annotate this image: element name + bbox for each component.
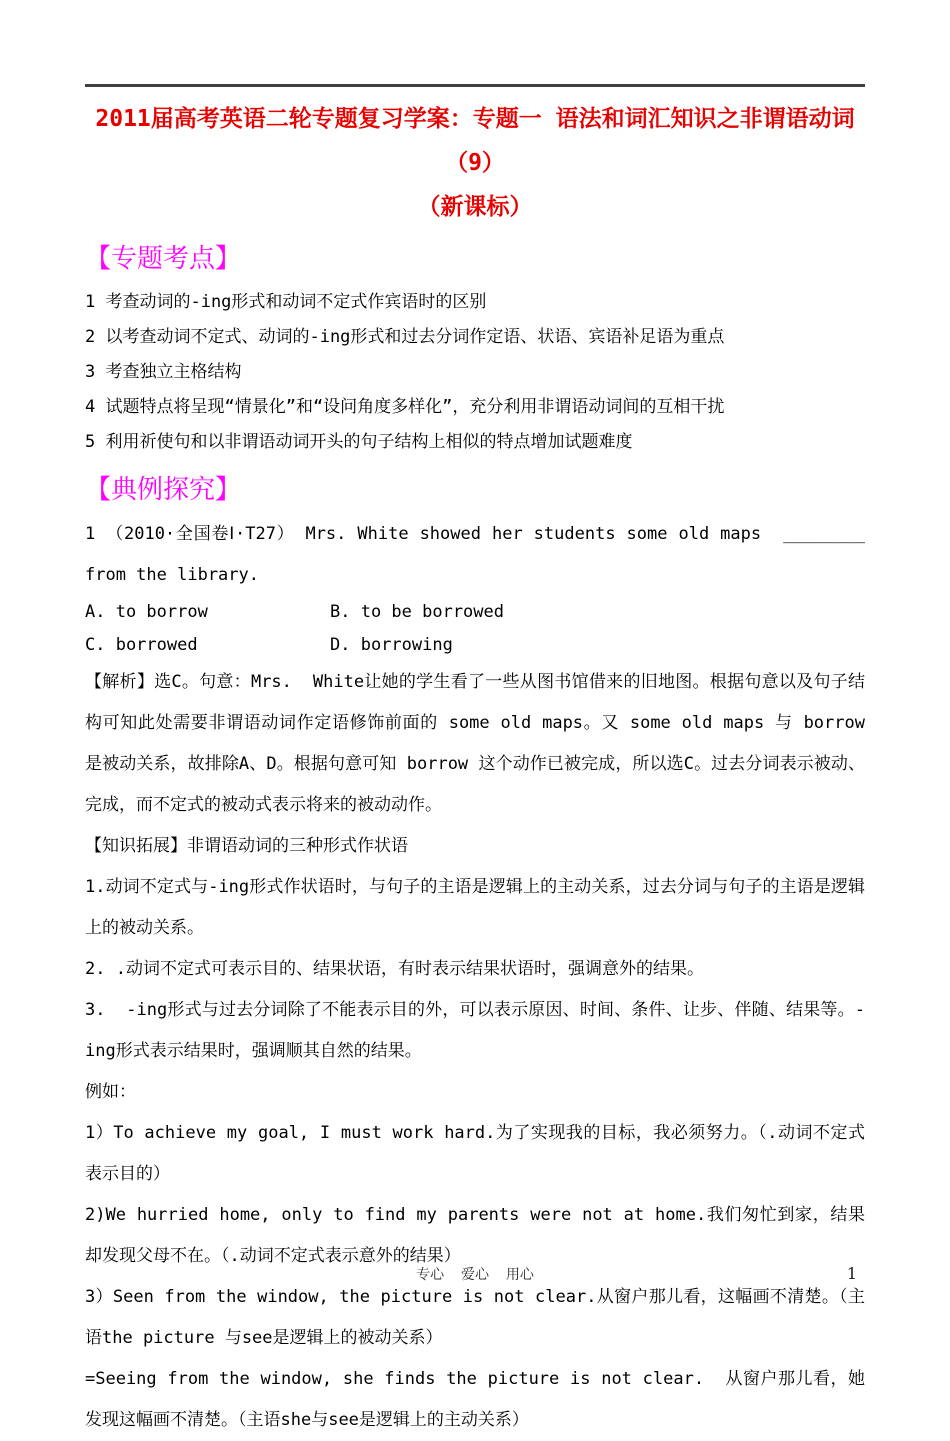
option-d: D. borrowing bbox=[330, 635, 453, 655]
knowledge-point-2: 2. .动词不定式可表示目的、结果状语，有时表示结果状语时，强调意外的结果。 bbox=[85, 959, 704, 979]
option-a: A. to borrow bbox=[85, 602, 208, 622]
knowledge-point-3: 3. -ing形式与过去分词除了不能表示目的外，可以表示原因、时间、条件、让步、伴随、结果等。-ing形式表示结果时，强调顺其自然的结果。 bbox=[85, 1000, 865, 1061]
examples-label: 例如： bbox=[85, 1082, 136, 1102]
section-header-examples: 【典例探究】 bbox=[85, 475, 242, 505]
knowledge-point-1: 1.动词不定式与-ing形式作状语时，与句子的主语是逻辑上的主动关系，过去分词与句子的主语是逻辑上的被动关系。 bbox=[85, 877, 865, 938]
exam-points-list bbox=[85, 285, 865, 460]
knowledge-example-2: 2)We hurried home, only to find my parents were not at home.我们匆忙到家，结果却发现父母不在。（.动词不定式表示意外的结果） bbox=[85, 1205, 865, 1266]
section-header-exam-points: 【专题考点】 bbox=[85, 244, 242, 274]
exam-point-1: 1 考查动词的-ing形式和动词不定式作宾语时的区别 bbox=[85, 292, 487, 312]
page-number: 1 bbox=[846, 1264, 857, 1283]
page-footer bbox=[85, 1264, 865, 1286]
footer-motto: 专心 爱心 用心 bbox=[416, 1267, 534, 1283]
exam-point-3: 3 考查独立主格结构 bbox=[85, 362, 242, 382]
knowledge-example-3: 3）Seen from the window, the picture is not clear.从窗户那儿看，这幅画不清楚。（主语the picture 与see是逻辑上的被动关系） bbox=[85, 1287, 865, 1348]
exam-point-2: 2 以考查动词不定式、动词的-ing形式和过去分词作定语、状语、宾语补足语为重点 bbox=[85, 327, 725, 347]
option-b: B. to be borrowed bbox=[330, 602, 504, 622]
knowledge-example-1: 1）To achieve my goal, I must work hard.为了实现我的目标，我必须努力。（.动词不定式表示目的） bbox=[85, 1123, 865, 1184]
title-line-1: 2011届高考英语二轮专题复习学案：专题一 语法和词汇知识之非谓语动词（9） bbox=[95, 106, 855, 176]
title-line-2: （新课标） bbox=[417, 194, 533, 220]
exam-point-4: 4 试题特点将呈现“情景化”和“设问角度多样化”，充分利用非谓语动词间的互相干扰 bbox=[85, 397, 725, 417]
document-title bbox=[85, 97, 865, 229]
question-analysis: 【解析】选C。句意：Mrs. White让她的学生看了一些从图书馆借来的旧地图。根据句意以及句子结构可知此处需要非谓语动词作定语修饰前面的 some old maps。又 some old maps 与 borrow 是被动关系，故排除A、D。根据句意可知 borrow 这个动作已被完成，所以选C。过去分词表示被动、完成，而不定式的被动式表示将来的被动动作。 bbox=[85, 672, 876, 815]
knowledge-example-4: =Seeing from the window, she finds the picture is not clear. 从窗户那儿看，她发现这幅画不清楚。（主语she与see是逻辑上的主动关系） bbox=[85, 1369, 865, 1430]
knowledge-expansion-header: 【知识拓展】非谓语动词的三种形式作状语 bbox=[85, 836, 408, 856]
option-c: C. borrowed bbox=[85, 635, 198, 655]
question-stem: 1 （2010·全国卷Ⅰ·T27） Mrs. White showed her students some old maps ________ from the library. bbox=[85, 524, 896, 585]
header-rule bbox=[85, 84, 865, 87]
exam-point-5: 5 利用祈使句和以非谓语动词开头的句子结构上相似的特点增加试题难度 bbox=[85, 432, 633, 452]
question-options bbox=[85, 596, 865, 662]
